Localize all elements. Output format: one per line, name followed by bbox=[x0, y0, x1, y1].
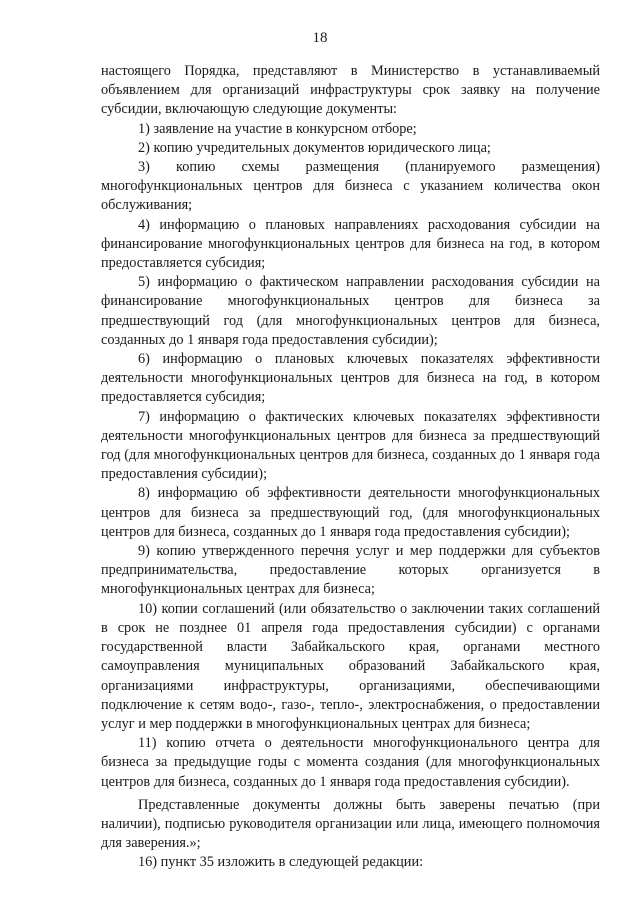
list-item-2: 2) копию учредительных документов юридического лица; bbox=[138, 139, 491, 156]
list-item-1: 1) заявление на участие в конкурсном отборе; bbox=[138, 120, 417, 137]
list-item-4: 4) информацию о плановых направлениях расходования субсидии на финансирование многофункциональных центров для бизнеса на год, в котором предоставляется субсидия; bbox=[101, 216, 600, 272]
document-body bbox=[101, 62, 600, 873]
list-item-10: 10) копии соглашений (или обязательство о заключении таких соглашений в срок не позднее 01 апреля года предоставления субсидии) с органами государственной власти Забайкальского края, органами местного самоуправления муниципальных образований Забайкальского края, организациями инфраструктуры, организациями, обеспечивающими подключение к сетям водо-, газо-, тепло-, электроснабжения, о предоставлении услуг и мер поддержки в многофункциональных центрах для бизнеса; bbox=[101, 600, 600, 732]
list-item-9: 9) копию утвержденного перечня услуг и мер поддержки для субъектов предпринимательства, предоставление которых организуется в многофункциональных центрах для бизнеса; bbox=[101, 543, 600, 598]
list-item-7: 7) информацию о фактических ключевых показателях эффективности деятельности многофункциональных центров для бизнеса за предшествующий год (для многофункциональных центров для бизнеса, созданных до 1 января года предоставления субсидии); bbox=[101, 408, 600, 483]
list-item-3: 3) копию схемы размещения (планируемого размещения) многофункциональных центров для бизнеса с указанием количества окон обслуживания; bbox=[101, 159, 600, 214]
page-number: 18 bbox=[312, 30, 328, 46]
list-item-8: 8) информацию об эффективности деятельности многофункциональных центров для бизнеса за предшествующий год, (для многофункциональных центров для бизнеса, созданных до 1 января года предоставления субсидии); bbox=[101, 485, 600, 540]
list-item-5: 5) информацию о фактическом направлении расходования субсидии на финансирование многофункциональных центров для бизнеса за предшествующий год (для многофункциональных центров для бизнеса, созданных до 1 января года предоставления субсидии); bbox=[101, 274, 600, 348]
paragraph-intro: настоящего Порядка, представляют в Министерство в устанавливаемый объявлением для организаций инфраструктуры срок заявку на получение субсидии, включающую следующие документы: bbox=[101, 63, 600, 118]
list-item-6: 6) информацию о плановых ключевых показателях эффективности деятельности многофункциональных центров для бизнеса на год, в котором предоставляется субсидия; bbox=[101, 351, 600, 406]
paragraph-certification: Представленные документы должны быть заверены печатью (при наличии), подписью руководителя организации или лица, имеющего полномочия для заверения.»; bbox=[101, 796, 600, 852]
list-item-11: 11) копию отчета о деятельности многофункционального центра для бизнеса за предыдущие годы с момента создания (для многофункциональных центров для бизнеса, созданных до 1 января года предоставления субсидии). bbox=[101, 735, 600, 790]
paragraph-point-16: 16) пункт 35 изложить в следующей редакции: bbox=[138, 854, 424, 871]
